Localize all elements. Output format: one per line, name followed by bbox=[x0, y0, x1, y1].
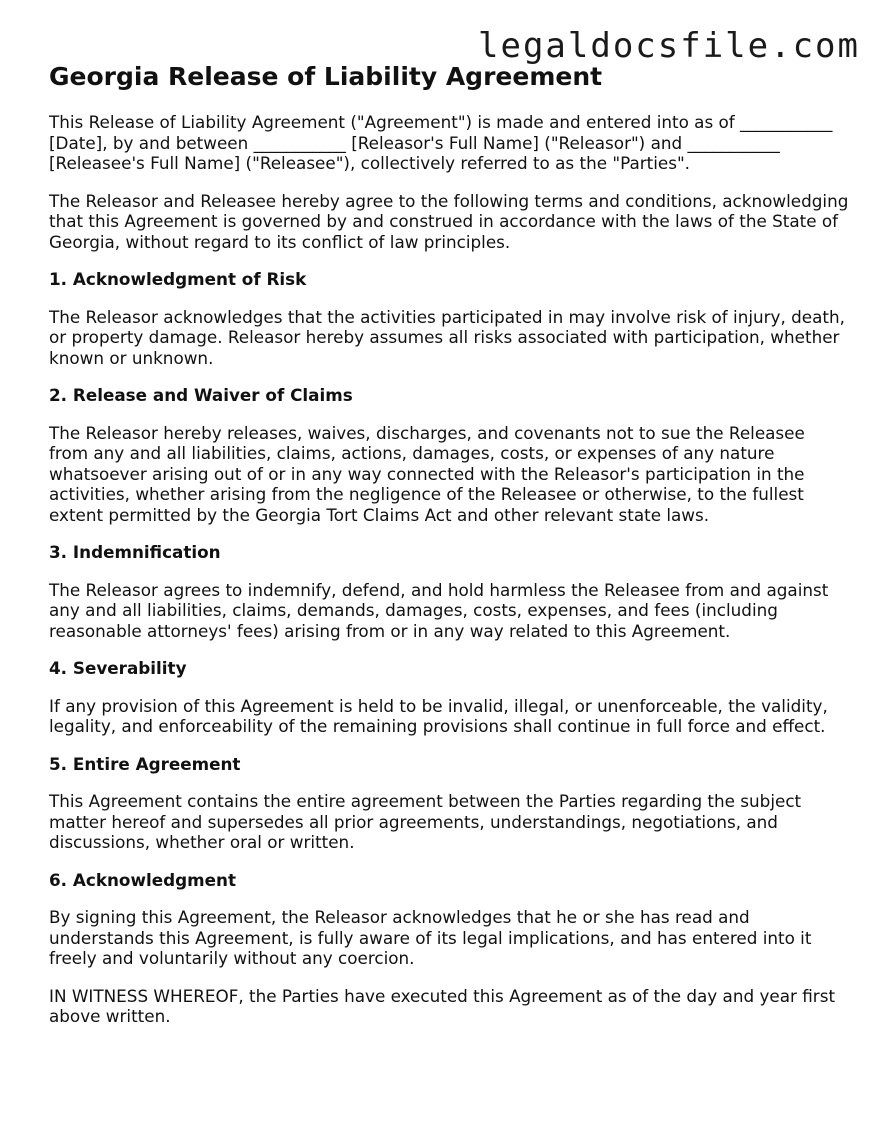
intro-paragraph: This Release of Liability Agreement ("Agreement") is made and entered into as of ___________ [Date], by and between ___________ [Releasor's Full Name] ("Releasor") and ___________ [Releasee's Full Name] ("Releasee"), collectively referred to as the "Parties". bbox=[49, 112, 833, 173]
section-heading-acknowledgment: 6. Acknowledgment bbox=[49, 869, 236, 890]
section-heading-release: 2. Release and Waiver of Claims bbox=[49, 385, 353, 405]
section-heading-severability: 4. Severability bbox=[49, 658, 187, 678]
section-heading-indemnification: 3. Indemnification bbox=[49, 542, 221, 562]
section-body-severability: If any provision of this Agreement is held to be invalid, illegal, or unenforceable, the validity, legality, and enforceability of the remaining provisions shall continue in full force and effect. bbox=[49, 695, 828, 736]
document-body bbox=[49, 60, 849, 1044]
terms-paragraph: The Releasor and Releasee hereby agree to the following terms and conditions, acknowledging that this Agreement is governed by and construed in accordance with the laws of the State of Georgia, without regard to its conflict of law principles. bbox=[49, 190, 849, 252]
document-title: Georgia Release of Liability Agreement bbox=[49, 62, 603, 91]
watermark-logo: legaldocsfile.com bbox=[478, 26, 860, 66]
section-body-entire-agreement: This Agreement contains the entire agreement between the Parties regarding the subject matter hereof and supersedes all prior agreements, understandings, negotiations, and discussions, whether oral or written. bbox=[49, 791, 802, 852]
section-body-indemnification: The Releasor agrees to indemnify, defend, and hold harmless the Releasee from and against any and all liabilities, claims, demands, damages, costs, expenses, and fees (including reasonable attorneys' fees) arising from or in any way related to this Agreement. bbox=[49, 579, 829, 641]
section-heading-risk: 1. Acknowledgment of Risk bbox=[49, 269, 307, 289]
section-body-risk: The Releasor acknowledges that the activities participated in may involve risk of injury, death, or property damage. Releasor hereby assumes all risks associated with participation, whether known or unknown. bbox=[49, 306, 845, 368]
section-heading-entire-agreement: 5. Entire Agreement bbox=[49, 753, 241, 774]
section-body-acknowledgment: By signing this Agreement, the Releasor acknowledges that he or she has read and understands this Agreement, is fully aware of its legal implications, and has entered into it freely and voluntarily without any coercion. bbox=[49, 907, 812, 968]
section-body-release: The Releasor hereby releases, waives, discharges, and covenants not to sue the Releasee from any and all liabilities, claims, actions, damages, costs, or expenses of any nature whatsoever arising out of or in any way connected with the Releasor's participation in the activities, whether arising from the negligence of the Releasee or otherwise, to the fullest extent permitted by the Georgia Tort Claims Act and other relevant state laws. bbox=[49, 422, 805, 525]
closing-paragraph: IN WITNESS WHEREOF, the Parties have executed this Agreement as of the day and year first above written. bbox=[49, 985, 836, 1026]
